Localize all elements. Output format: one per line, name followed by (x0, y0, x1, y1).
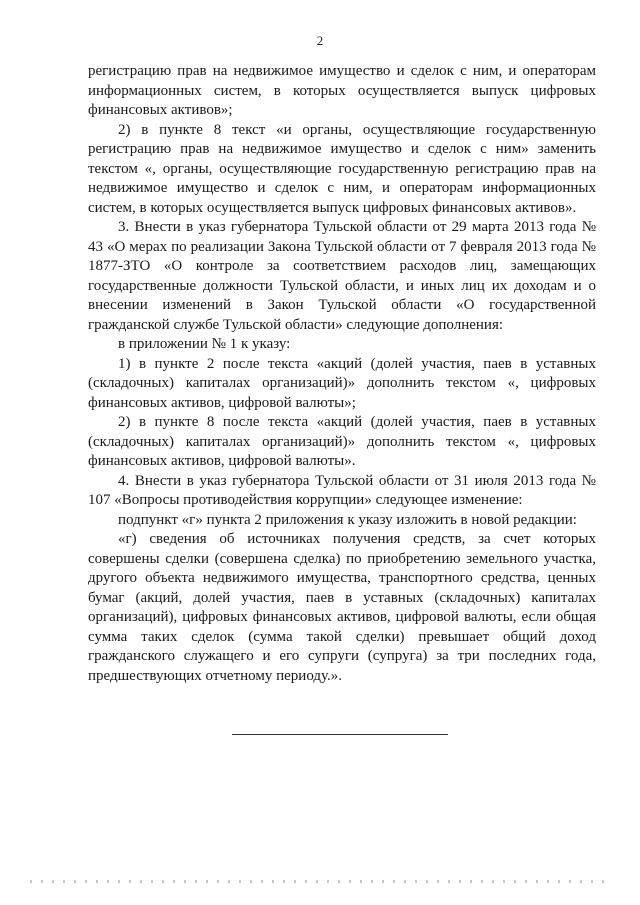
paragraph-annex-1: в приложении № 1 к указу: (118, 336, 291, 352)
page-number: 2 (316, 33, 324, 48)
paragraph-new-wording: «г) сведения об источниках получения средств, за счет которых совершены сделки (совершена сделка) по приобретению земельного участка, другого объекта недвижимого имущества, транспортного средства, ценных бумаг (акций, долей участия, паев в уставных (складочных) капиталах организаций), цифровых финансовых активов, цифровой валюты, если общая сумма таких сделок (сумма такой сделки) превышает общий доход гражданского служащего и его супруги (супруга) за три последних года, предшествующих отчетному периоду.». (88, 531, 596, 684)
paragraph-item-1-point-2: 1) в пункте 2 после текста «акций (долей участия, паев в уставных (складочных) капиталах организаций)» дополнить текстом «, цифровых финансовых активов, цифровой валюты»; (88, 355, 596, 411)
paragraph-section-4: 4. Внести в указ губернатора Тульской области от 31 июля 2013 года № 107 «Вопросы противодействия коррупции» следующее изменение: (88, 472, 596, 508)
end-of-document-line (232, 734, 448, 735)
document-body (88, 62, 596, 686)
paragraph-section-3: 3. Внести в указ губернатора Тульской области от 29 марта 2013 года № 43 «О мерах по реализации Закона Тульской области от 7 февраля 2013 года № 1877-ЗТО «О контроле за соответствием расходов лиц, замещающих государственные должности Тульской области, и иных лиц их доходам и о внесении изменений в Закон Тульской области «О государственной гражданской службе Тульской области» следующие дополнения: (88, 219, 596, 333)
paragraph-item-2-point-8-addition: 2) в пункте 8 после текста «акций (долей участия, паев в уставных (складочных) капиталах организаций)» дополнить текстом «, цифровых финансовых активов, цифровой валюты». (88, 414, 596, 469)
paragraph-subitem-g: подпункт «г» пункта 2 приложения к указу изложить в новой редакции: (118, 511, 577, 528)
paragraph-item-2-point-8: 2) в пункте 8 текст «и органы, осуществляющие государственную регистрацию прав на недвижимое имущество и сделок с ним» заменить текстом «, органы, осуществляющие государственную регистрацию прав на недвижимое имущество и сделок с ним, и операторам информационных систем, в которых осуществляется выпуск цифровых финансовых активов». (88, 121, 596, 216)
paragraph-continuation: регистрацию прав на недвижимое имущество и сделок с ним, и операторам информационных систем, в которых осуществляется выпуск цифровых финансовых активов»; (88, 63, 596, 118)
scan-artifact-line (30, 880, 610, 883)
